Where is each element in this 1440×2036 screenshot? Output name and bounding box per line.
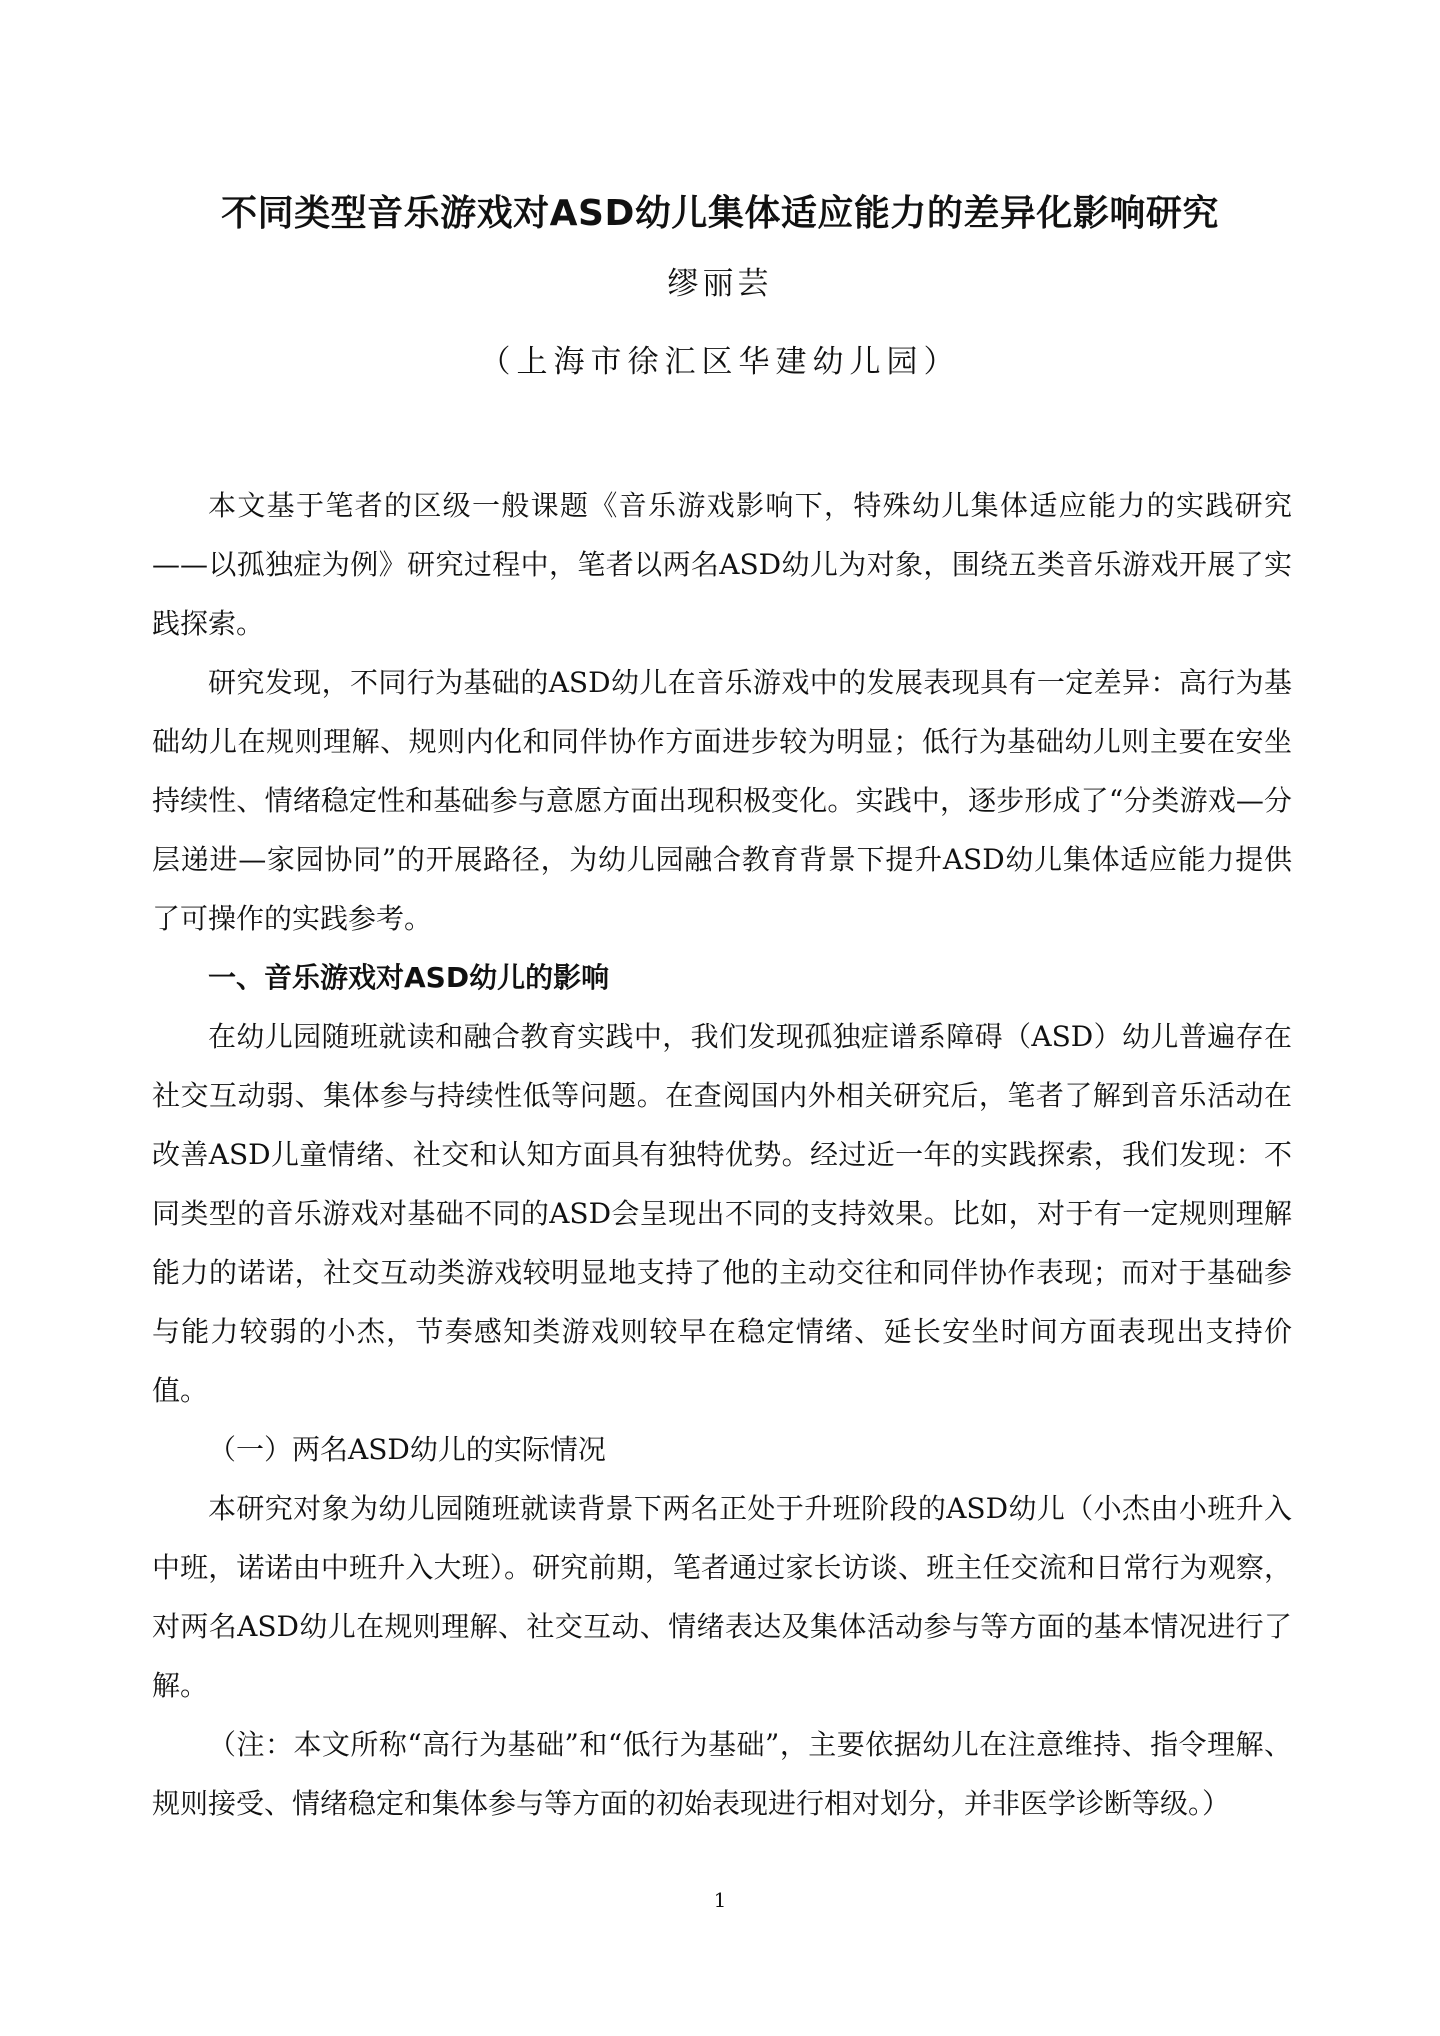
paragraph-abstract-2: 研究发现，不同行为基础的ASD幼儿在音乐游戏中的发展表现具有一定差异：高行为基础幼儿在规则理解、规则内化和同伴协作方面进步较为明显；低行为基础幼儿则主要在安坐持续性、情绪稳定性和基础参与意愿方面出现积极变化。实践中，逐步形成了“分类游戏—分层递进—家园协同”的开展路径，为幼儿园融合教育背景下提升ASD幼儿集体适应能力提供了可操作的实践参考。: [152, 666, 1292, 935]
paper-title: 不同类型音乐游戏对ASD幼儿集体适应能力的差异化影响研究: [221, 193, 1219, 234]
subsection-heading-1: （一）两名ASD幼儿的实际情况: [208, 1433, 606, 1466]
author-name: 缪丽芸: [667, 266, 773, 302]
paragraph-note: （注：本文所称“高行为基础”和“低行为基础”，主要依据幼儿在注意维持、指令理解、规则接受、情绪稳定和集体参与等方面的初始表现进行相对划分，并非医学诊断等级。）: [152, 1728, 1292, 1820]
document-body: [152, 476, 1292, 1833]
author-affiliation: （上海市徐汇区华建幼儿园）: [479, 344, 961, 380]
paragraph-section-1: 在幼儿园随班就读和融合教育实践中，我们发现孤独症谱系障碍（ASD）幼儿普遍存在社交互动弱、集体参与持续性低等问题。在查阅国内外相关研究后，笔者了解到音乐活动在改善ASD儿童情绪、社交和认知方面具有独特优势。经过近一年的实践探索，我们发现：不同类型的音乐游戏对基础不同的ASD会呈现出不同的支持效果。比如，对于有一定规则理解能力的诺诺，社交互动类游戏较明显地支持了他的主动交往和同伴协作表现；而对于基础参与能力较弱的小杰，节奏感知类游戏则较早在稳定情绪、延长安坐时间方面表现出支持价值。: [152, 1020, 1292, 1407]
paragraph-abstract-1: 本文基于笔者的区级一般课题《音乐游戏影响下，特殊幼儿集体适应能力的实践研究——以孤独症为例》研究过程中，笔者以两名ASD幼儿为对象，围绕五类音乐游戏开展了实践探索。: [152, 489, 1292, 640]
paragraph-subsection-1: 本研究对象为幼儿园随班就读背景下两名正处于升班阶段的ASD幼儿（小杰由小班升入中班，诺诺由中班升入大班）。研究前期，笔者通过家长访谈、班主任交流和日常行为观察，对两名ASD幼儿在规则理解、社交互动、情绪表达及集体活动参与等方面的基本情况进行了解。: [152, 1492, 1292, 1702]
page-number: 1: [713, 1888, 727, 1912]
section-heading-1: 一、音乐游戏对ASD幼儿的影响: [208, 961, 610, 994]
